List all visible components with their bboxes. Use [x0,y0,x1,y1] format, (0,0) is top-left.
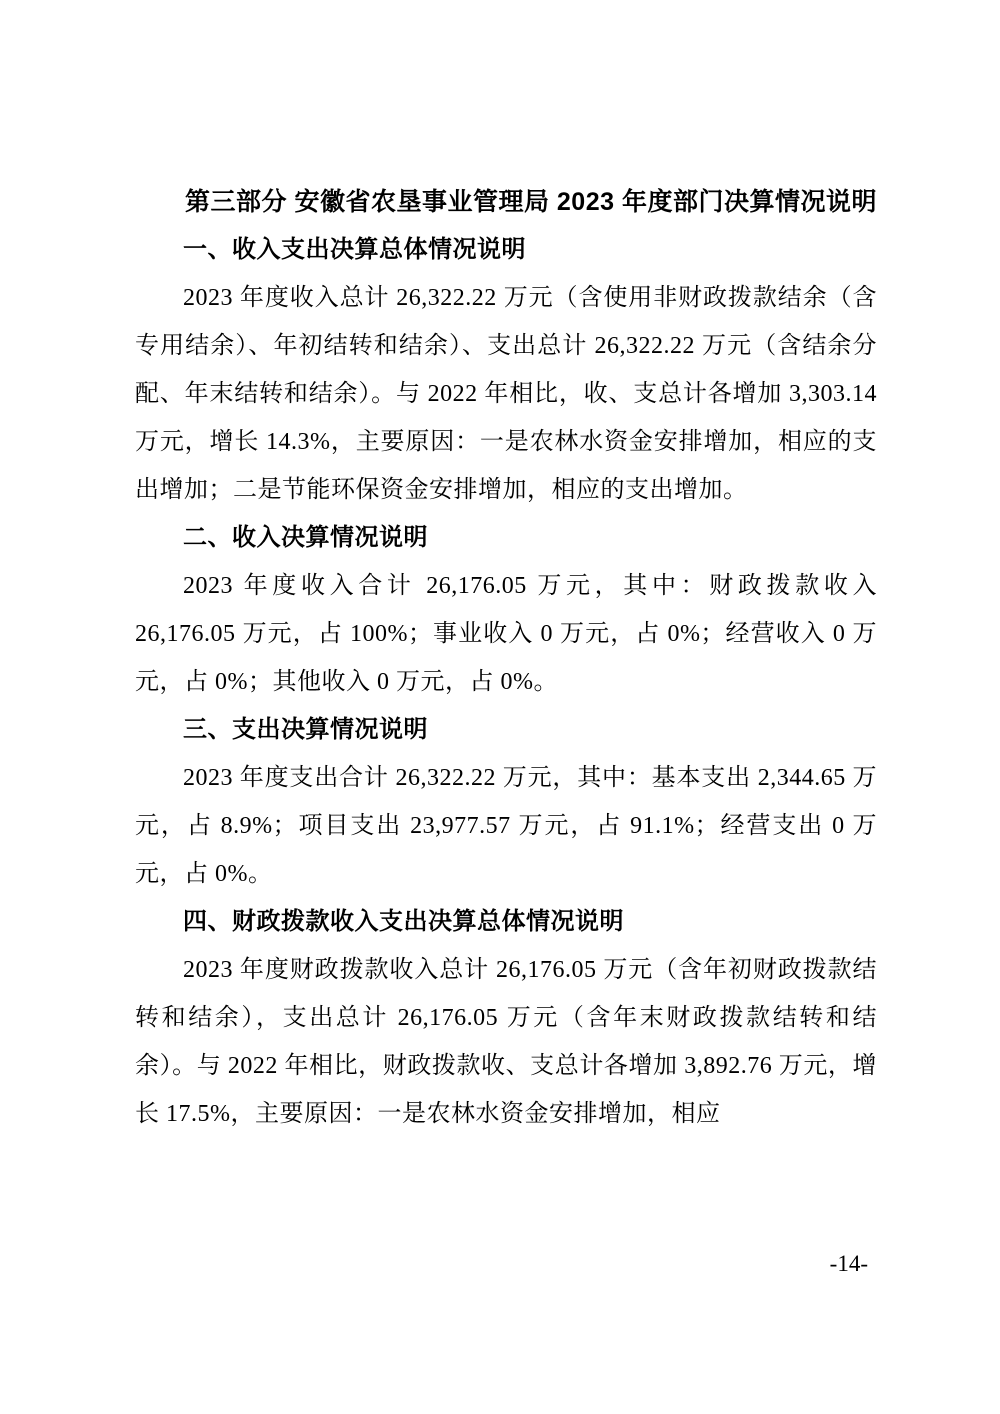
section-4-paragraph: 2023 年度财政拨款收入总计 26,176.05 万元（含年初财政拨款结转和结余），支出总计 26,176.05 万元（含年末财政拨款结转和结余）。与 2022 年相比，财政拨款收、支总计各增加 3,892.76 万元，增长 17.5%，主要原因：一是农林水资金安排增加，相应 [135,957,877,1127]
section-expenditure-statement [135,706,877,898]
section-1-heading: 一、收入支出决算总体情况说明 [183,236,526,263]
section-fiscal-appropriation-overview [135,898,877,1138]
document-content [135,178,877,1138]
page-number: -14- [829,1251,868,1276]
section-3-paragraph: 2023 年度支出合计 26,322.22 万元，其中：基本支出 2,344.65 万元，占 8.9%；项目支出 23,977.57 万元，占 91.1%；经营支出 0 万元，占 0%。 [135,765,877,887]
section-3-heading: 三、支出决算情况说明 [183,716,428,743]
section-1-paragraph: 2023 年度收入总计 26,322.22 万元（含使用非财政拨款结余（含专用结余）、年初结转和结余）、支出总计 26,322.22 万元（含结余分配、年末结转和结余）。与 2022 年相比，收、支总计各增加 3,303.14 万元，增长 14.3%，主要原因：一是农林水资金安排增加，相应的支出增加；二是节能环保资金安排增加，相应的支出增加。 [135,285,877,503]
section-income-statement [135,514,877,706]
section-2-paragraph: 2023 年度收入合计 26,176.05 万元，其中：财政拨款收入 26,176.05 万元，占 100%；事业收入 0 万元，占 0%；经营收入 0 万元，占 0%；其他收入 0 万元，占 0%。 [135,573,877,695]
section-4-heading: 四、财政拨款收入支出决算总体情况说明 [183,908,624,935]
section-2-heading: 二、收入决算情况说明 [183,524,428,551]
document-title: 第三部分 安徽省农垦事业管理局 2023 年度部门决算情况说明 [185,188,877,216]
section-income-expenditure-overview [135,226,877,514]
